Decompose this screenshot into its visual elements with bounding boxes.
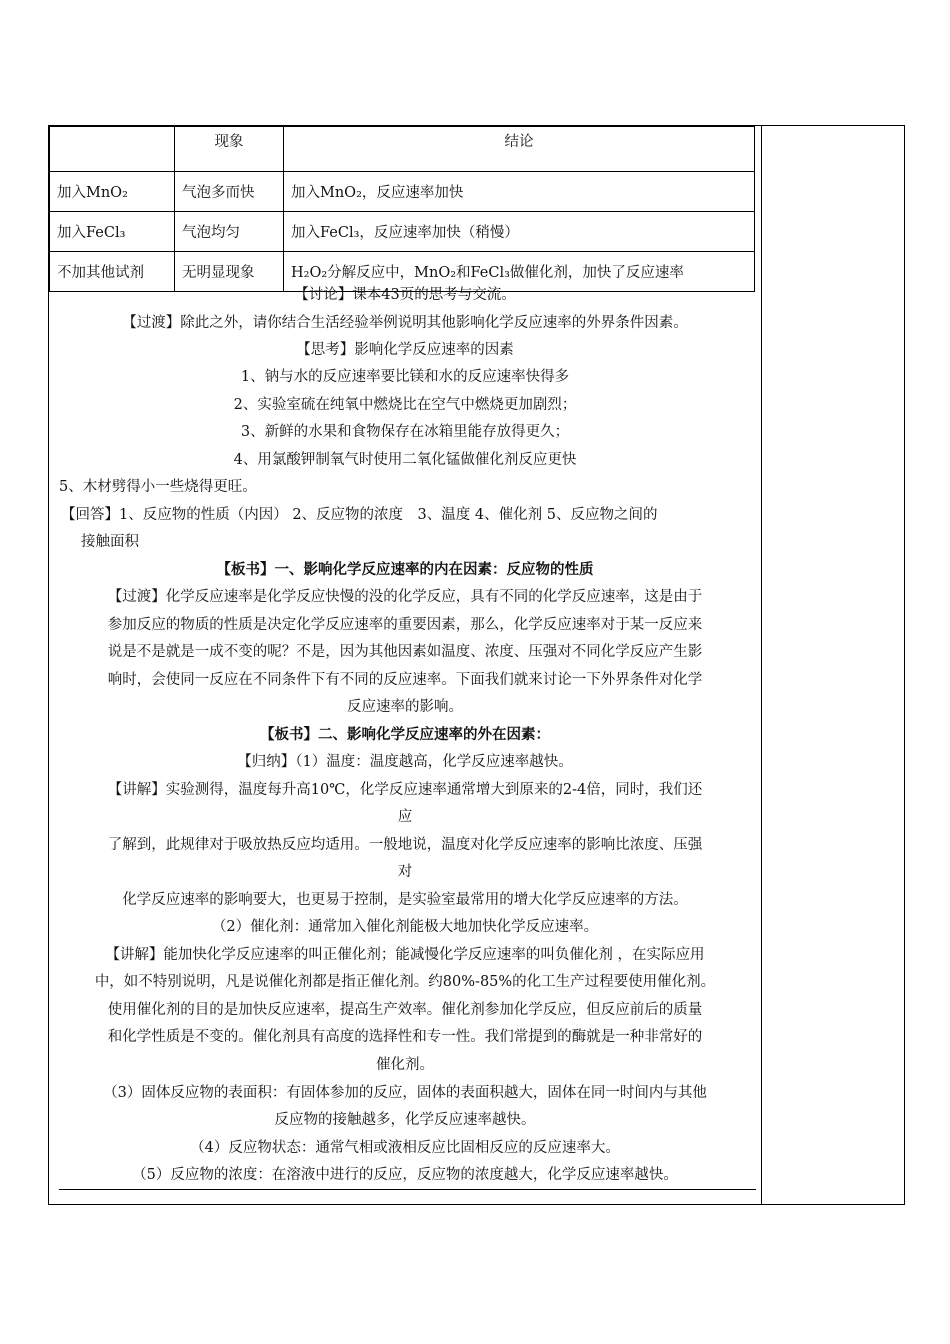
- phenomenon-cell: 气泡均匀: [175, 212, 284, 252]
- think-item: 5、木材劈得小一些烧得更旺。: [59, 479, 257, 495]
- think-heading: 【思考】影响化学反应速率的因素: [296, 342, 514, 358]
- conclusion-cell: H₂O₂分解反应中，MnO₂和FeCl₃做催化剂，加快了反应速率: [284, 252, 755, 292]
- phenomenon-cell: 气泡多而快: [175, 172, 284, 212]
- paragraph-line: （3）固体反应物的表面积：有固体参加的反应，固体的表面积越大，固体在同一时间内与其他: [103, 1085, 707, 1101]
- discussion-line: 【讨论】课本43页的思考与交流。: [294, 287, 516, 303]
- paragraph-line: 应: [397, 809, 413, 825]
- think-item: 4、用氯酸钾制氧气时使用二氧化锰做催化剂反应更快: [233, 452, 577, 468]
- board-heading-1: 【板书】一、影响化学反应速率的内在因素：反应物的性质: [216, 561, 594, 578]
- phenomenon-cell: 无明显现象: [175, 252, 284, 292]
- think-item: 3、新鲜的水果和食物保存在冰箱里能存放得更久；: [240, 424, 570, 440]
- conclusion-cell: 加入MnO₂，反应速率加快: [284, 172, 755, 212]
- summary-line: 【归纳】（1）温度：温度越高，化学反应速率越快。: [237, 754, 573, 770]
- paragraph-line: 使用催化剂的目的是加快反应速率，提高生产效率。催化剂参加化学反应，但反应前后的质量: [107, 1002, 703, 1018]
- header-cell-empty: [50, 127, 175, 172]
- catalyst-line: （2）催化剂：通常加入催化剂能极大地加快化学反应速率。: [211, 919, 599, 935]
- paragraph-line: 和化学性质是不变的。催化剂具有高度的选择性和专一性。我们常提到的酶就是一种非常好的: [107, 1029, 703, 1045]
- paragraph-line: 催化剂。: [376, 1057, 434, 1073]
- paragraph-line: 说是不是就是一成不变的呢？不是，因为其他因素如温度、浓度、压强对不同化学反应产生影: [107, 644, 703, 660]
- paragraph-line: 【过渡】化学反应速率是化学反应快慢的没的化学反应，具有不同的化学反应速率，这是由于: [107, 589, 703, 605]
- state-line: （4）反应物状态：通常气相或液相反应比固相反应的反应速率大。: [190, 1140, 620, 1156]
- conclusion-cell: 加入FeCl₃，反应速率加快（稍慢）: [284, 212, 755, 252]
- header-cell-phenomenon: 现象: [175, 127, 284, 172]
- concentration-line: （5）反应物的浓度：在溶液中进行的反应，反应物的浓度越大，化学反应速率越快。: [132, 1167, 678, 1183]
- column-divider: [761, 126, 762, 1204]
- paragraph-line: 对: [397, 864, 413, 880]
- experiment-table: [49, 126, 755, 292]
- board-heading-2: 【板书】二、影响化学反应速率的外在因素：: [260, 726, 550, 743]
- think-item: 1、钠与水的反应速率要比镁和水的反应速率快得多: [240, 369, 570, 385]
- table-header-row: [50, 127, 755, 172]
- paragraph-line: 化学反应速率的影响要大，也更易于控制，是实验室最常用的增大化学反应速率的方法。: [122, 892, 688, 908]
- paragraph-line: 了解到，此规律对于吸放热反应均适用。一般地说，温度对化学反应速率的影响比浓度、压强: [107, 837, 703, 853]
- paragraph-line: 【讲解】实验测得，温度每升高10℃，化学反应速率通常增大到原来的2-4倍，同时，我们还: [107, 782, 703, 798]
- paragraph-line: 反应速率的影响。: [347, 699, 463, 715]
- reagent-cell: 不加其他试剂: [50, 252, 175, 292]
- paragraph-line: 【讲解】能加快化学反应速率的叫正催化剂；能减慢化学反应速率的叫负催化剂 ，在实际应用: [105, 947, 705, 963]
- transition-line: 【过渡】除此之外，请你结合生活经验举例说明其他影响化学反应速率的外界条件因素。: [122, 315, 688, 331]
- reagent-cell: 加入FeCl₃: [50, 212, 175, 252]
- header-cell-conclusion: 结论: [284, 127, 755, 172]
- paragraph-line: 中，如不特别说明，凡是说催化剂都是指正催化剂。约80%-85%的化工生产过程要使用催化剂。: [94, 974, 716, 990]
- bottom-rule: [59, 1189, 756, 1190]
- table-row: [50, 172, 755, 212]
- answer-line: 【回答】1、反应物的性质（内因） 2、反应物的浓度 3、温度 4、催化剂 5、反应物之间的: [61, 507, 658, 523]
- reagent-cell: 加入MnO₂: [50, 172, 175, 212]
- table-row: [50, 212, 755, 252]
- paragraph-line: 反应物的接触越多，化学反应速率越快。: [274, 1112, 536, 1128]
- lesson-plan-frame: [48, 125, 905, 1205]
- paragraph-line: 参加反应的物质的性质是决定化学反应速率的重要因素，那么，化学反应速率对于某一反应来: [107, 617, 703, 633]
- answer-line-cont: 接触面积: [81, 534, 139, 550]
- think-item: 2、实验室硫在纯氧中燃烧比在空气中燃烧更加剧烈；: [233, 397, 577, 413]
- paragraph-line: 响时，会使同一反应在不同条件下有不同的反应速率。下面我们就来讨论一下外界条件对化学: [107, 672, 703, 688]
